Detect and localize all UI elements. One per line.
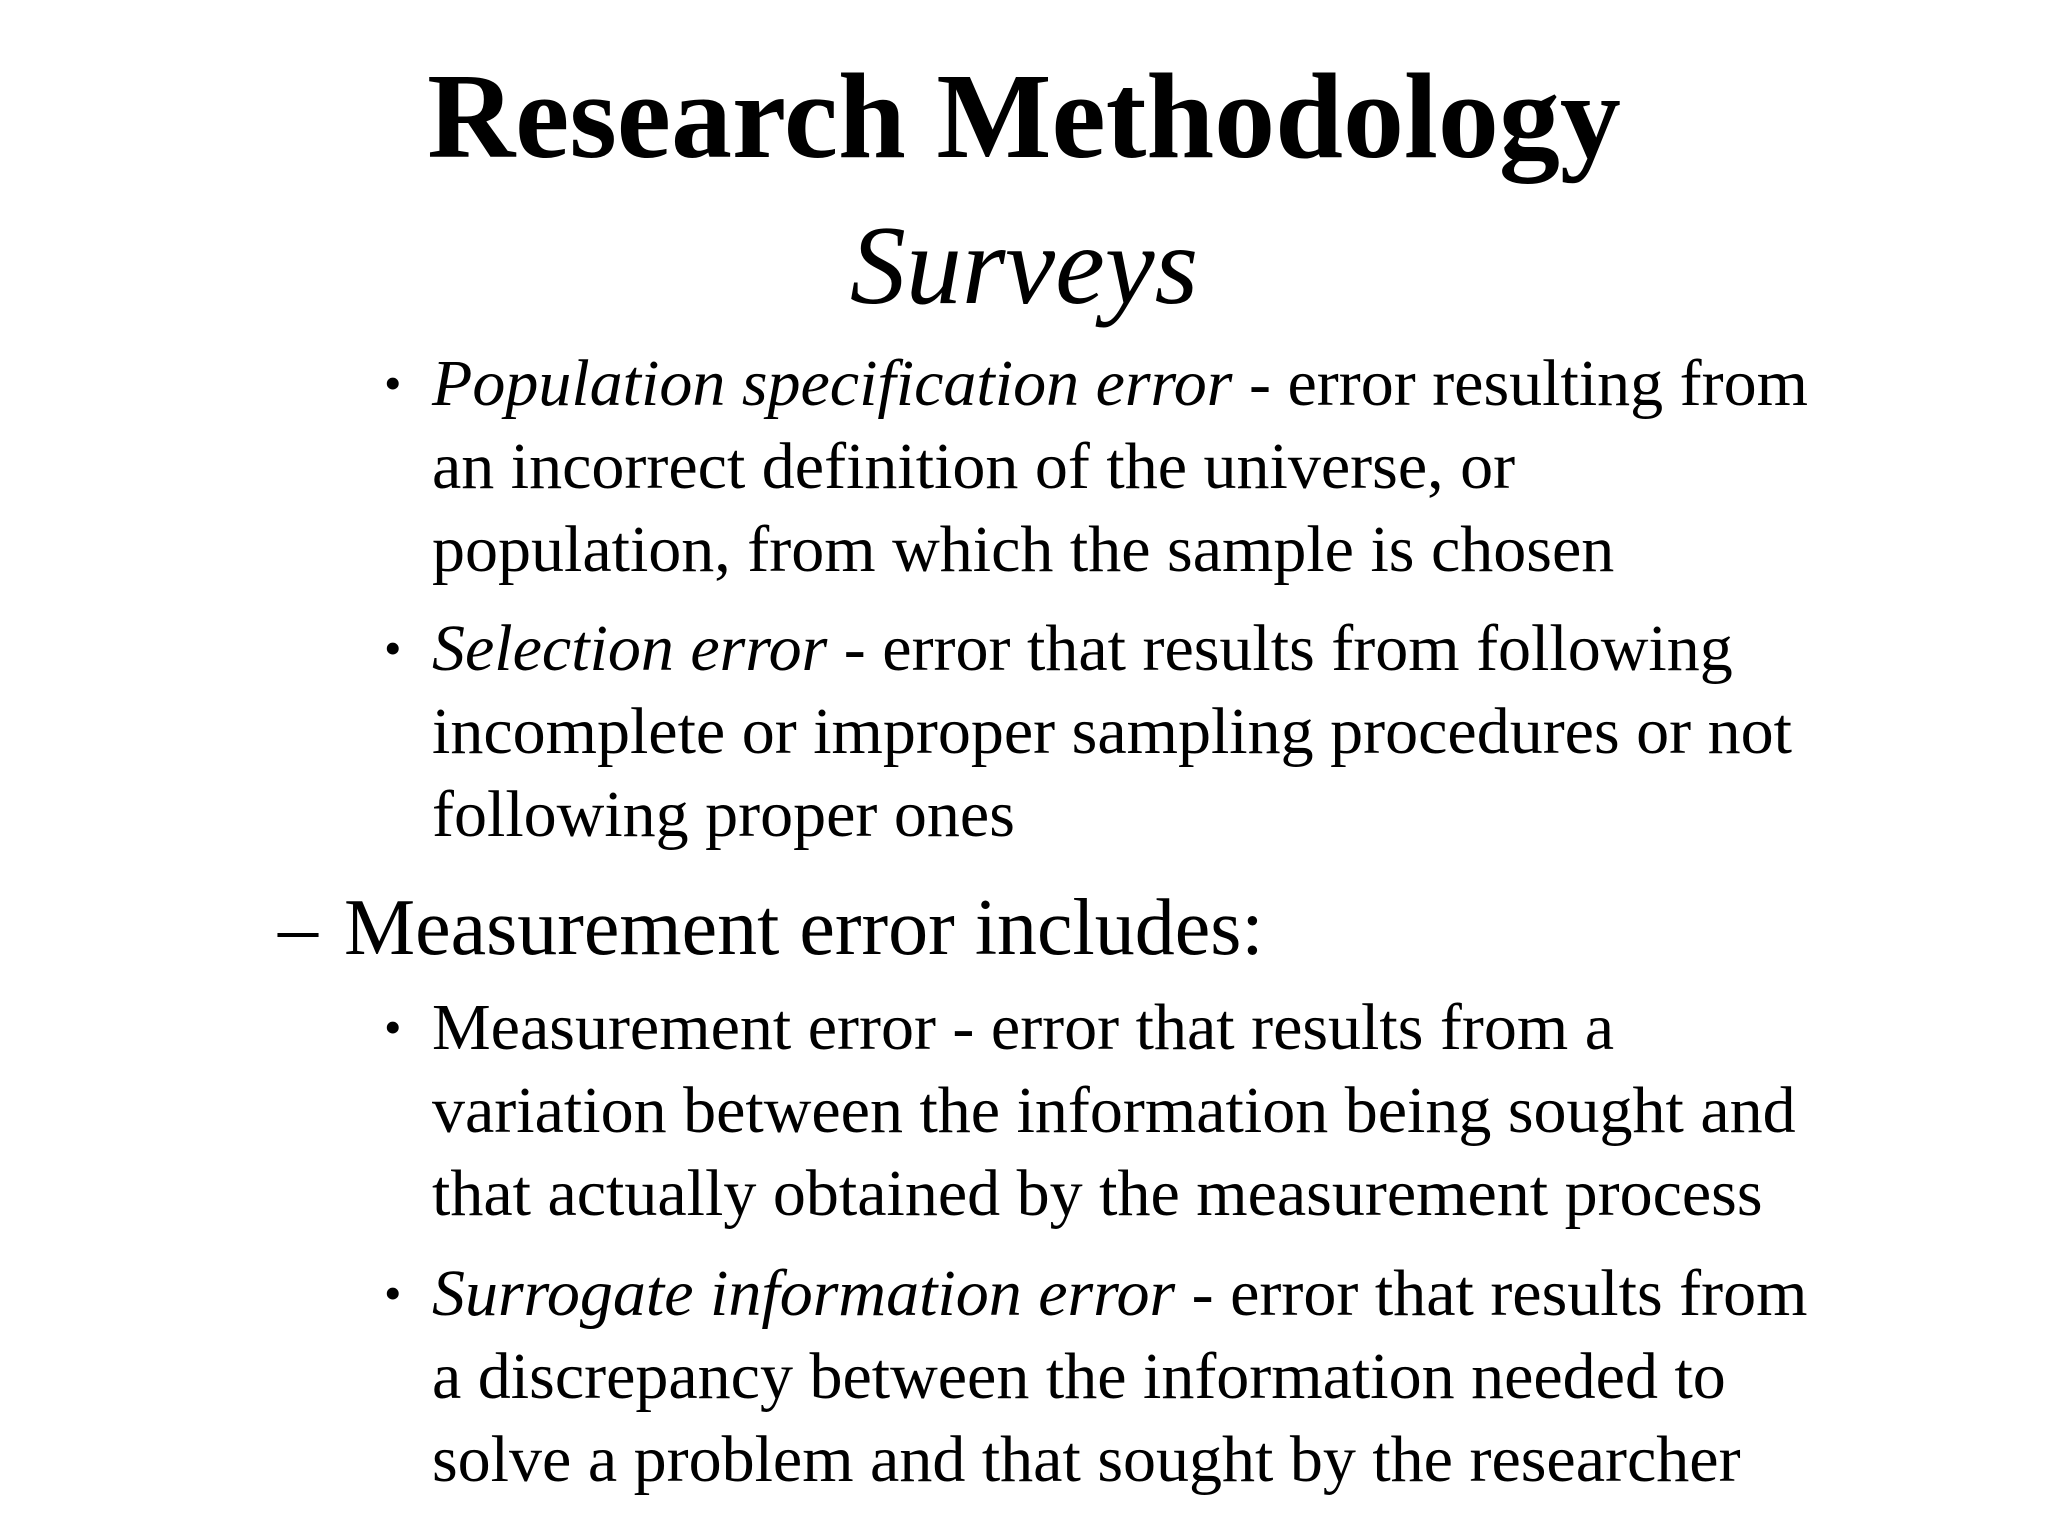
bullet-line xyxy=(432,607,1912,690)
bullet-line: a discrepancy between the information needed to xyxy=(432,1340,1726,1413)
subheading-text: Measurement error includes: xyxy=(344,884,1264,972)
bullet-line: that actually obtained by the measurement process xyxy=(432,1157,1763,1230)
slide-title: Research Methodology xyxy=(427,49,1621,184)
bullet-selection-error xyxy=(384,607,1912,856)
bullet-line: Measurement error - error that results from a xyxy=(432,991,1615,1064)
bullet-line: incomplete or improper sampling procedures or not xyxy=(432,695,1792,768)
bullet-marker: • xyxy=(384,620,402,676)
bullet-measurement-error xyxy=(384,986,1912,1235)
bullet-surrogate-information-error xyxy=(384,1252,1912,1501)
bullet-line xyxy=(432,1252,1912,1335)
bullet-term: Surrogate information error xyxy=(432,1257,1176,1330)
bullet-line: an incorrect definition of the universe, or xyxy=(432,430,1516,503)
bullet-marker: • xyxy=(384,1265,402,1321)
bullet-line: solve a problem and that sought by the researcher xyxy=(432,1423,1741,1496)
bullet-line: population, from which the sample is chosen xyxy=(432,513,1615,586)
dash-marker: – xyxy=(278,884,318,972)
bullet-marker: • xyxy=(384,355,402,411)
bullet-term: Population specification error xyxy=(432,347,1233,420)
bullet-marker: • xyxy=(384,999,402,1055)
bullet-term: Selection error xyxy=(432,612,828,685)
bullet-text: - error that results from following xyxy=(827,612,1733,685)
bullet-text: - error that results from xyxy=(1175,1257,1808,1330)
slide-subtitle: Surveys xyxy=(849,204,1199,328)
bullet-line xyxy=(432,342,1912,425)
bullet-line: variation between the information being sought and xyxy=(432,1074,1796,1147)
bullet-population-specification-error xyxy=(384,342,1912,591)
bullet-line: following proper ones xyxy=(432,778,1015,851)
bullet-text: - error resulting from xyxy=(1232,347,1808,420)
